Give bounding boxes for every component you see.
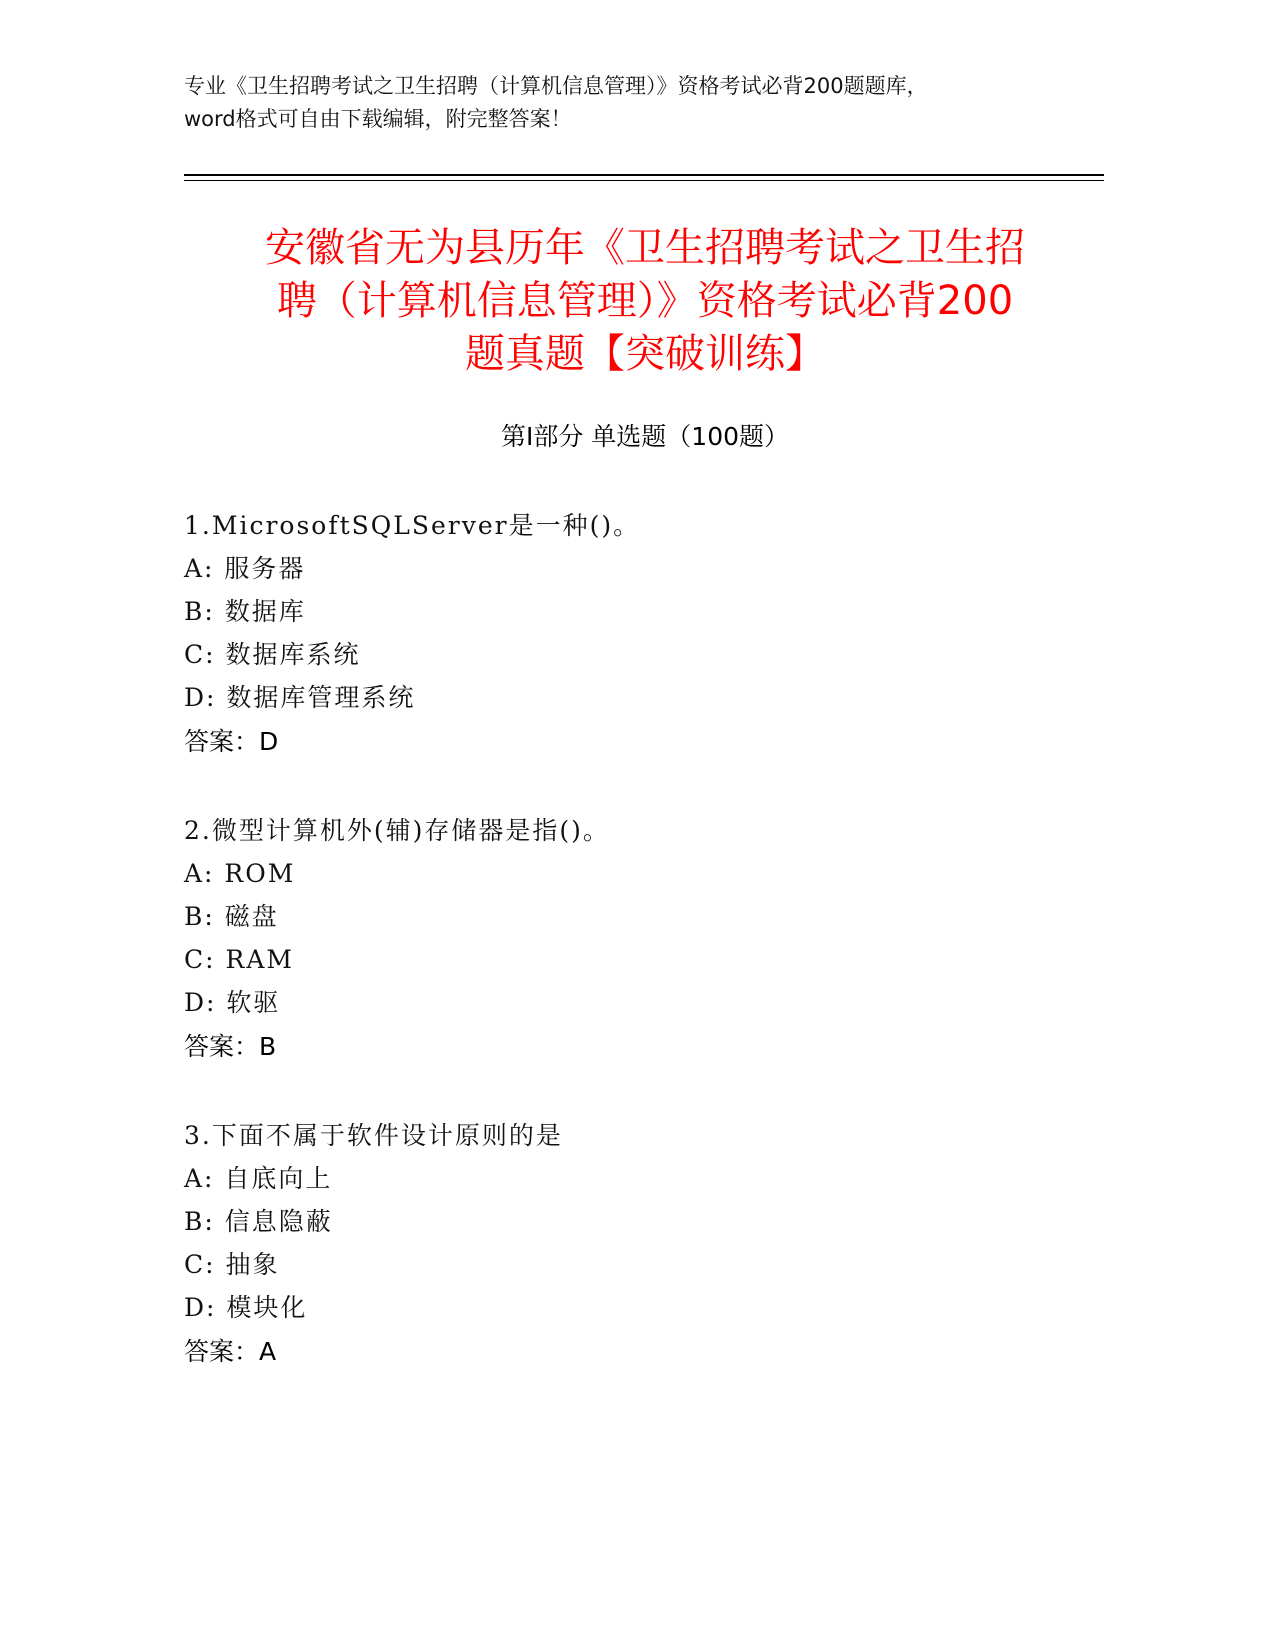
document-title-line-2: 聘（计算机信息管理）》资格考试必背200: [276, 278, 1014, 324]
question-1: [184, 504, 1084, 764]
section-heading: 第I部分 单选题（100题）: [500, 422, 790, 451]
question-option-b: B: 信息隐蔽: [184, 1207, 333, 1236]
question-answer: [184, 719, 1084, 764]
answer-value: B: [259, 1032, 277, 1061]
answer-label: 答案：: [184, 1337, 260, 1366]
question-stem: 2.微型计算机外(辅)存储器是指()。: [184, 816, 610, 845]
question-option-c: C: 数据库系统: [184, 640, 361, 669]
question-option-a: A: 服务器: [184, 554, 306, 583]
question-answer: [184, 1024, 1084, 1069]
document-title-line-3: 题真题【突破训练】: [465, 331, 825, 377]
question-option-a: A: ROM: [184, 859, 296, 888]
question-option-d: D: 数据库管理系统: [184, 683, 416, 712]
question-option-c: C: RAM: [184, 945, 294, 974]
answer-value: D: [259, 727, 279, 756]
question-stem: 1.MicrosoftSQLServer是一种()。: [184, 511, 641, 540]
document-title: [180, 222, 1110, 381]
question-option-b: B: 数据库: [184, 597, 306, 626]
question-answer: [184, 1329, 1084, 1374]
question-option-c: C: 抽象: [184, 1250, 280, 1279]
document-title-line-1: 安徽省无为县历年《卫生招聘考试之卫生招: [265, 225, 1025, 271]
header-divider-thick: [184, 174, 1104, 176]
answer-value: A: [259, 1337, 277, 1366]
answer-label: 答案：: [184, 1032, 260, 1061]
question-option-d: D: 模块化: [184, 1293, 308, 1322]
answer-label: 答案：: [184, 727, 260, 756]
question-stem: 3.下面不属于软件设计原则的是: [184, 1121, 563, 1150]
header-divider-thin: [184, 180, 1104, 181]
header-note: [184, 70, 1084, 136]
question-option-a: A: 自底向上: [184, 1164, 333, 1193]
question-3: [184, 1114, 1084, 1374]
question-option-b: B: 磁盘: [184, 902, 279, 931]
question-option-d: D: 软驱: [184, 988, 281, 1017]
question-2: [184, 809, 1084, 1069]
header-note-line-1: 专业《卫生招聘考试之卫生招聘（计算机信息管理）》资格考试必背200题题库，: [184, 74, 928, 98]
header-note-line-2: word格式可自由下载编辑，附完整答案！: [184, 107, 572, 131]
